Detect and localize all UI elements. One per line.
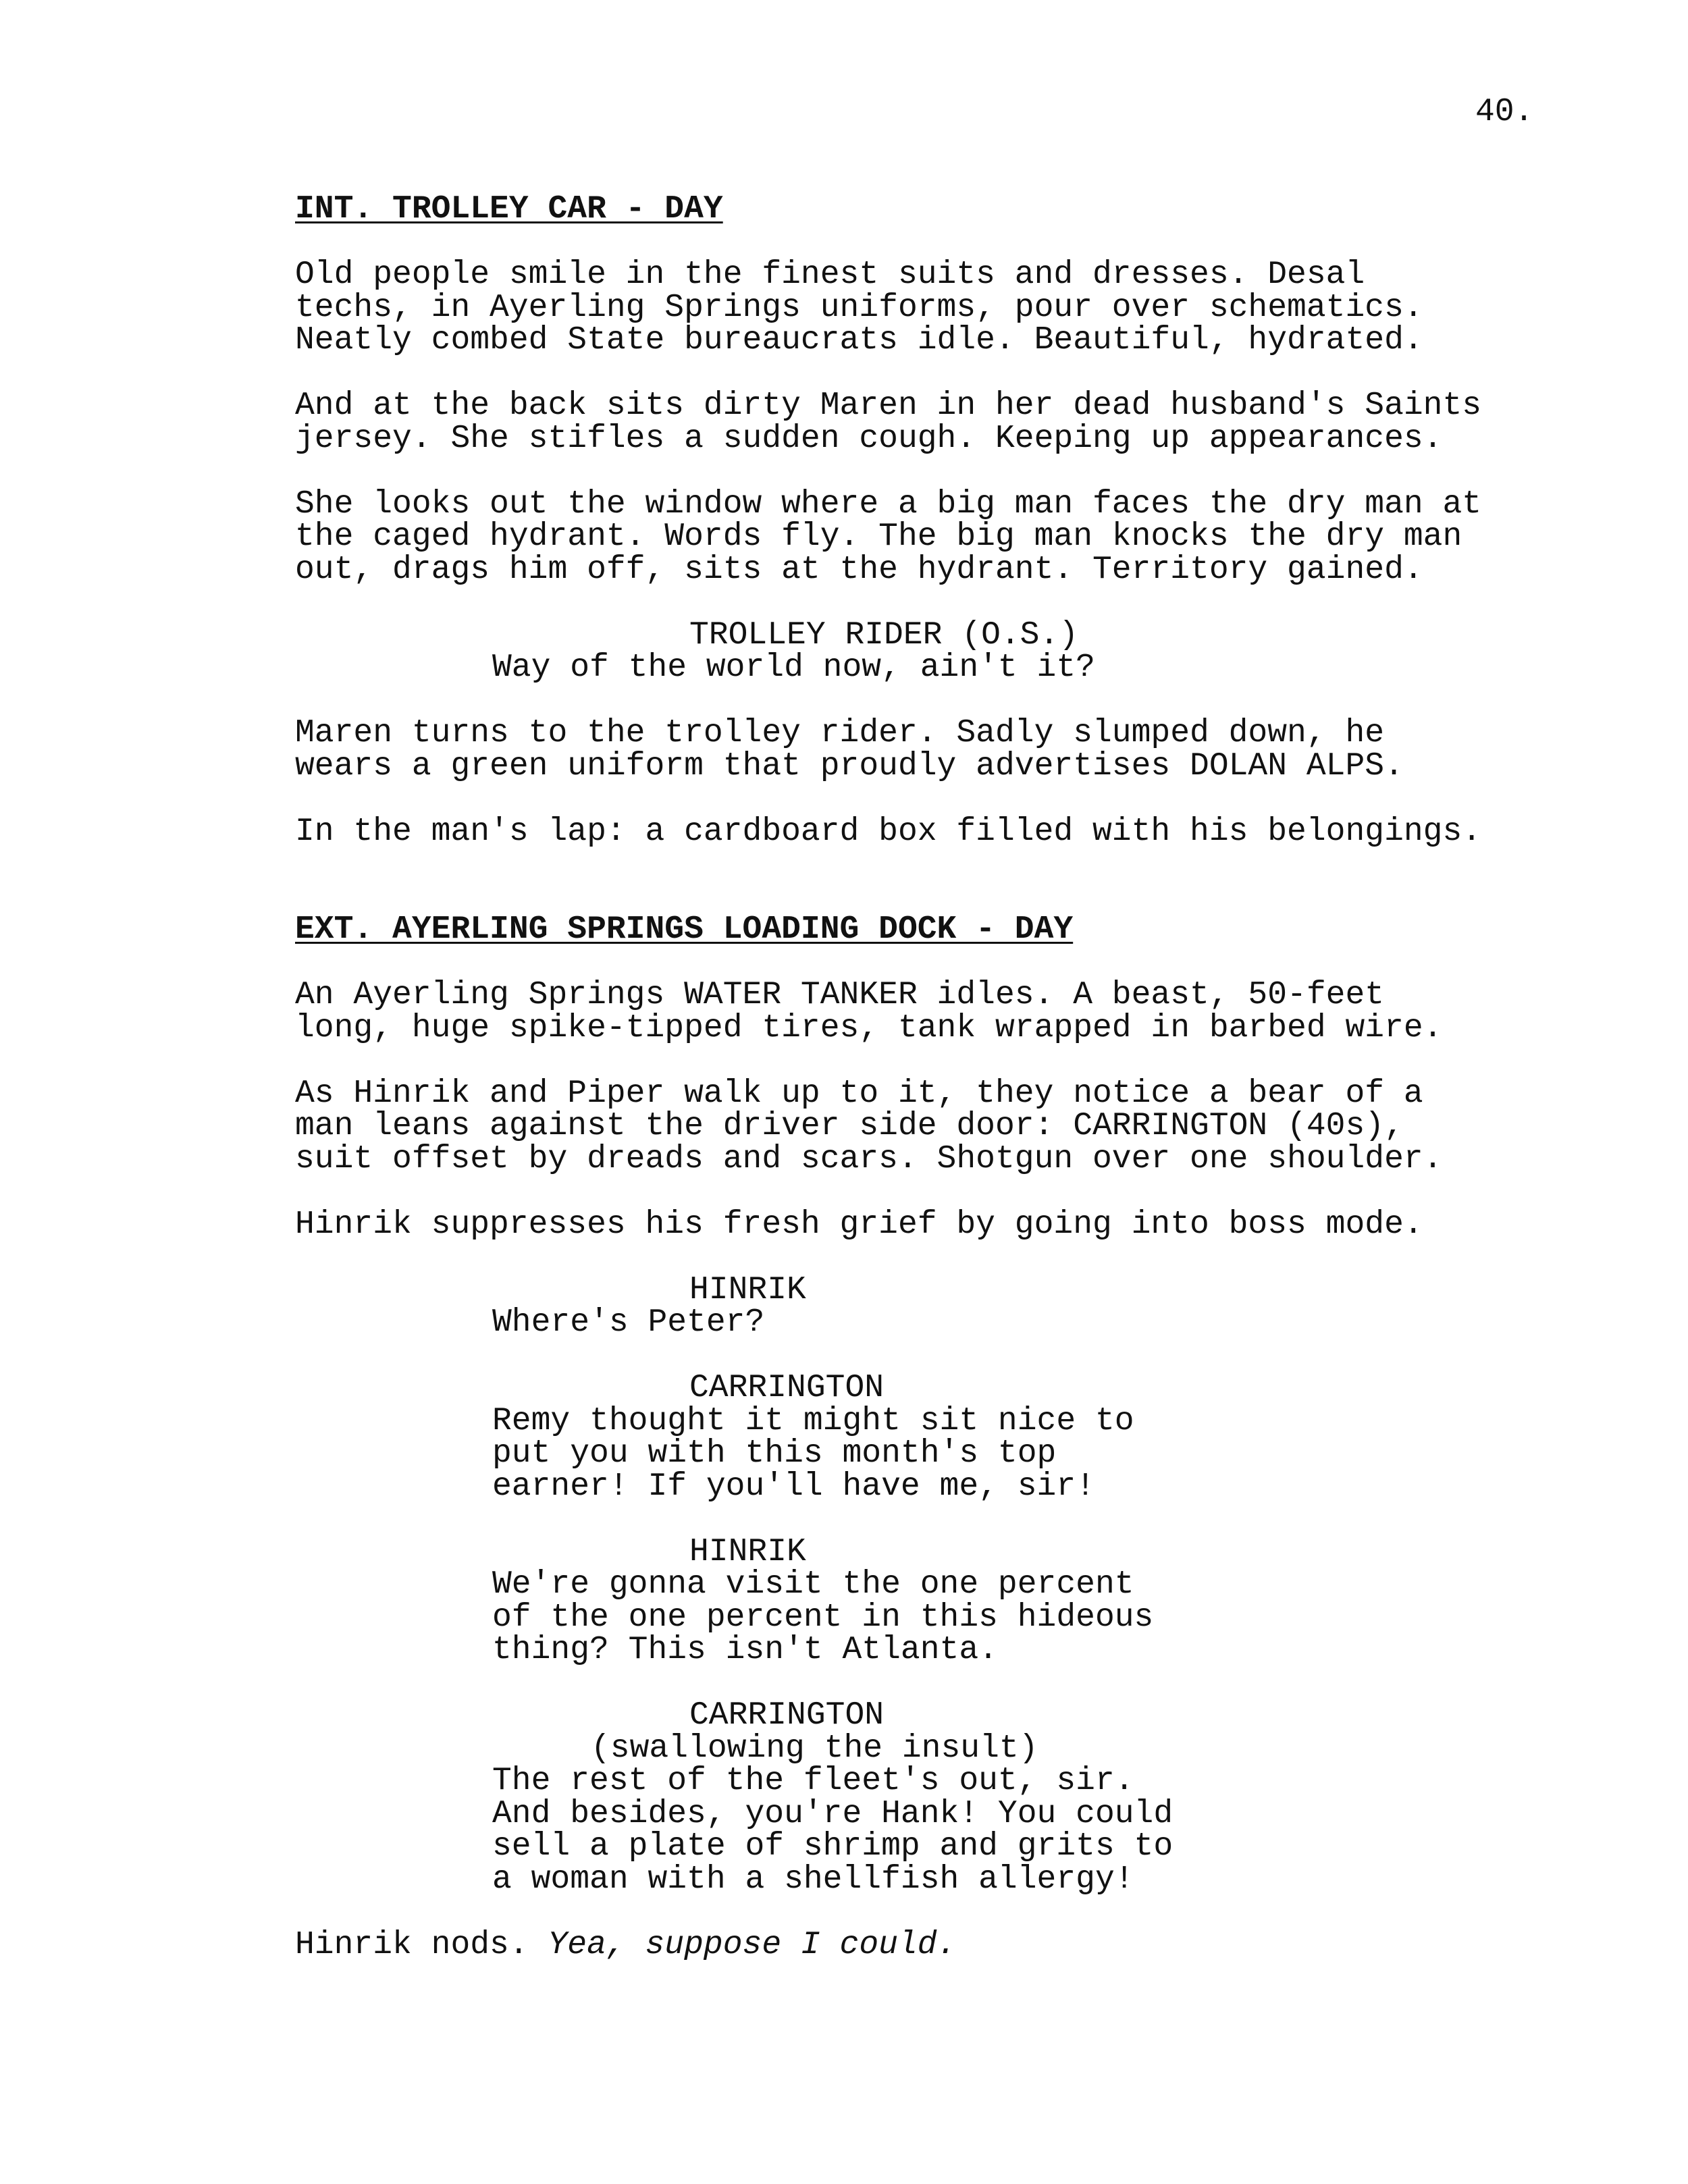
action-line: She looks out the window where a big man faces the dry man at (295, 485, 1482, 523)
action-line: In the man's lap: a cardboard box filled with his belongings. (295, 813, 1482, 850)
dialogue-block (295, 1372, 1483, 1503)
action-line: Old people smile in the finest suits and dresses. Desal (295, 257, 1365, 293)
dialogue-line: The rest of the fleet's out, sir. (492, 1763, 1134, 1799)
dialogue-line: put you with this month's top (492, 1435, 1057, 1472)
dialogue-block (295, 1533, 1483, 1668)
action-line: jersey. She stifles a sudden cough. Keeping up appearances. (295, 420, 1443, 457)
action-line-closing (295, 1926, 1483, 1963)
dialogue-line: earner! If you'll have me, sir! (492, 1468, 1095, 1505)
closing-plain-text: Hinrik nods. (295, 1926, 548, 1963)
action-line: the caged hydrant. Words fly. The big man knocks the dry man (295, 518, 1462, 555)
character-name: CARRINGTON (689, 1370, 885, 1406)
dialogue-line: a woman with a shellfish allergy! (492, 1861, 1134, 1898)
page-number: 40. (1475, 94, 1534, 130)
action-line: wears a green uniform that proudly advertises DOLAN ALPS. (295, 747, 1404, 784)
action-block (295, 259, 1483, 357)
dialogue-block (295, 1699, 1483, 1896)
action-line: man leans against the driver side door: CARRINGTON (40s), (295, 1108, 1404, 1144)
dialogue-block (295, 616, 1483, 686)
action-line: out, drags him off, sits at the hydrant. Territory gained. (295, 551, 1423, 588)
dialogue-line: Where's Peter? (492, 1304, 765, 1341)
dialogue-line: And besides, you're Hank! You could (492, 1795, 1173, 1832)
dialogue-line: Way of the world now, ain't it? (492, 649, 1095, 686)
action-block (295, 390, 1483, 455)
action-block (295, 813, 1483, 850)
action-line: suit offset by dreads and scars. Shotgun over one shoulder. (295, 1140, 1443, 1177)
action-line: An Ayerling Springs WATER TANKER idles. A beast, 50-feet (295, 977, 1385, 1013)
action-line: Hinrik suppresses his fresh grief by going into boss mode. (295, 1206, 1423, 1243)
action-block (295, 1208, 1483, 1242)
action-block (295, 485, 1483, 588)
parenthetical: (swallowing the insult) (591, 1730, 1038, 1767)
character-name: HINRIK (689, 1533, 806, 1570)
closing-italic-text: Yea, suppose I could. (548, 1926, 957, 1963)
action-line: long, huge spike-tipped tires, tank wrapped in barbed wire. (295, 1009, 1443, 1046)
action-line: techs, in Ayerling Springs uniforms, pour over schematics. (295, 289, 1423, 326)
action-line: Maren turns to the trolley rider. Sadly slumped down, he (295, 715, 1385, 751)
character-name: TROLLEY RIDER (O.S.) (689, 616, 1079, 654)
scene-heading: EXT. AYERLING SPRINGS LOADING DOCK - DAY (295, 911, 1074, 948)
action-line: As Hinrik and Piper walk up to it, they notice a bear of a (295, 1075, 1423, 1112)
action-block (295, 979, 1483, 1044)
script-body (295, 193, 1483, 1961)
action-block (295, 1077, 1483, 1176)
scene-heading: INT. TROLLEY CAR - DAY (295, 191, 723, 228)
action-block (295, 717, 1483, 782)
dialogue-line: of the one percent in this hideous (492, 1599, 1154, 1636)
dialogue-line: thing? This isn't Atlanta. (492, 1632, 998, 1668)
character-name: CARRINGTON (689, 1697, 885, 1734)
dialogue-line: We're gonna visit the one percent (492, 1566, 1134, 1603)
action-line: And at the back sits dirty Maren in her dead husband's Saints (295, 388, 1482, 424)
dialogue-block (295, 1271, 1483, 1341)
dialogue-line: sell a plate of shrimp and grits to (492, 1828, 1173, 1865)
action-line: Neatly combed State bureaucrats idle. Beautiful, hydrated. (295, 322, 1423, 358)
character-name: HINRIK (689, 1271, 806, 1308)
dialogue-line: Remy thought it might sit nice to (492, 1402, 1134, 1439)
